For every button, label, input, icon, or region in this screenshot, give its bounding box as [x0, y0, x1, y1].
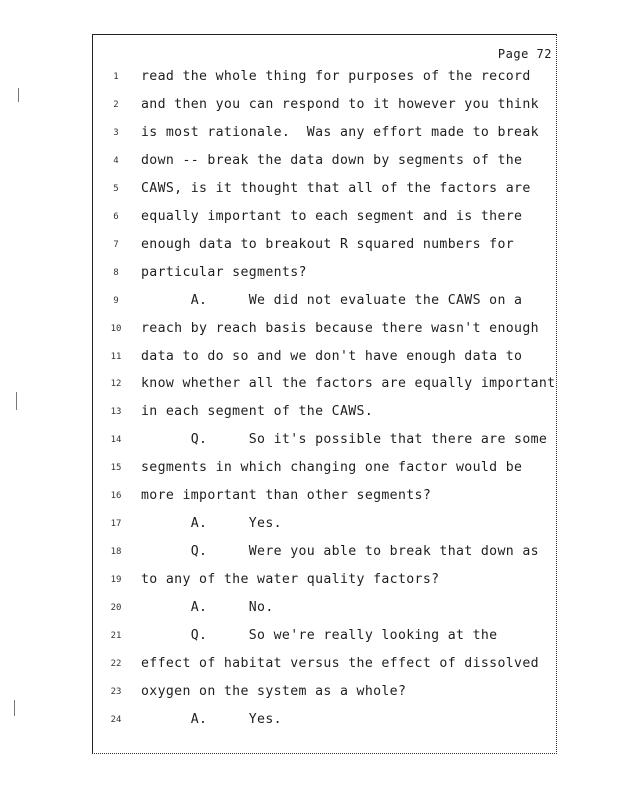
transcript-line: down -- break the data down by segments of the [141, 152, 523, 168]
scan-artifact-mark [16, 392, 17, 410]
transcript-line: Q. Were you able to break that down as [141, 544, 539, 560]
line-number: 4 [113, 155, 119, 166]
line-number: 8 [113, 267, 119, 278]
line-number: 21 [110, 631, 122, 641]
transcript-line: segments in which changing one factor would be [141, 460, 523, 476]
line-number: 20 [110, 603, 122, 614]
line-number: 6 [113, 211, 119, 222]
transcript-line: oxygen on the system as a whole? [141, 683, 407, 699]
line-number: 7 [113, 239, 119, 250]
transcript-line: data to do so and we don't have enough data to [141, 348, 523, 364]
line-number: 5 [113, 183, 119, 194]
transcript-line: enough data to breakout R squared numbers for [141, 236, 515, 252]
transcript-line: know whether all the factors are equally important [141, 376, 556, 392]
line-number: 24 [110, 714, 122, 725]
line-number: 2 [113, 99, 119, 110]
scan-artifact-mark [18, 88, 19, 102]
line-number: 14 [110, 435, 122, 446]
transcript-page [92, 34, 557, 754]
scan-artifact-mark [14, 700, 15, 716]
line-number: 17 [110, 519, 122, 530]
line-number: 22 [110, 658, 122, 669]
line-number: 16 [110, 491, 122, 502]
line-number: 12 [110, 379, 122, 390]
transcript-line: and then you can respond to it however you think [141, 96, 539, 112]
transcript-line: particular segments? [141, 264, 307, 280]
line-number: 19 [110, 575, 122, 586]
line-number: 18 [110, 547, 122, 558]
line-number: 13 [110, 407, 122, 418]
line-number: 1 [113, 72, 119, 82]
transcript-line: equally important to each segment and is there [141, 208, 523, 224]
transcript-line: read the whole thing for purposes of the record [141, 69, 531, 84]
transcript-line: to any of the water quality factors? [141, 572, 440, 588]
transcript-line: Q. So we're really looking at the [141, 628, 498, 643]
line-number: 15 [110, 463, 122, 474]
transcript-line: reach by reach basis because there wasn't enough [141, 320, 539, 336]
line-number: 10 [110, 323, 122, 334]
line-number: 11 [110, 351, 122, 362]
page-number: Page 72 [497, 47, 552, 61]
transcript-line: more important than other segments? [141, 488, 432, 504]
line-number: 9 [113, 295, 119, 306]
line-number: 3 [113, 127, 119, 138]
transcript-line: A. We did not evaluate the CAWS on a [141, 292, 523, 308]
transcript-line: A. No. [141, 600, 274, 616]
transcript-line: Q. So it's possible that there are some [141, 432, 548, 448]
transcript-line: is most rationale. Was any effort made to break [141, 124, 539, 140]
transcript-line: A. Yes. [141, 516, 282, 532]
line-number: 23 [110, 686, 122, 697]
transcript-line: effect of habitat versus the effect of dissolved [141, 655, 539, 671]
transcript-line: CAWS, is it thought that all of the factors are [141, 180, 531, 196]
transcript-line: in each segment of the CAWS. [141, 404, 374, 420]
transcript-line: A. Yes. [141, 711, 282, 727]
